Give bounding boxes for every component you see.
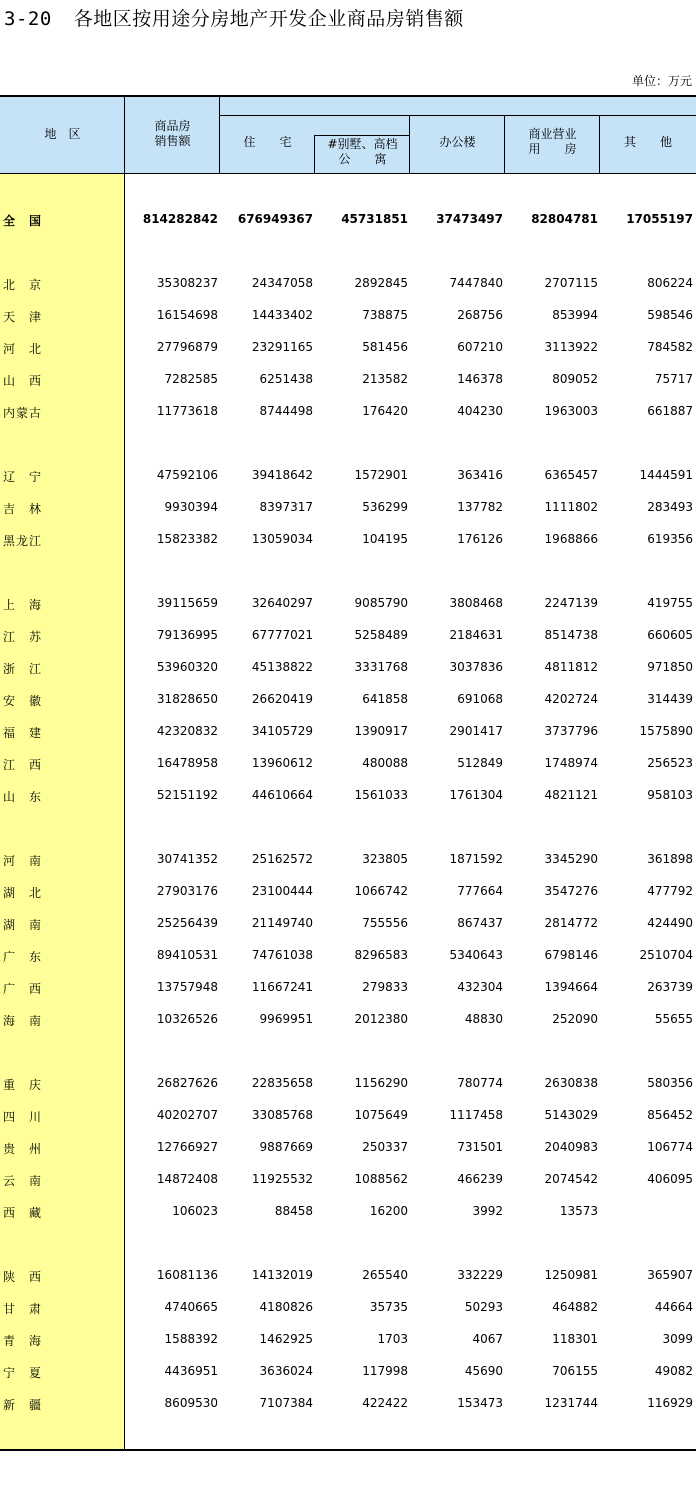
- region-name: 山 西: [3, 374, 43, 388]
- region-name: 河 北: [3, 342, 43, 356]
- total-sales-cell: 27796879: [156, 340, 218, 354]
- commercial-sales-cell: 1968866: [544, 532, 598, 546]
- villa-sales-cell: 738875: [362, 308, 408, 322]
- commercial-sales-cell: 1963003: [544, 404, 598, 418]
- table-row: [0, 1010, 696, 1030]
- other-sales-cell: 406095: [647, 1172, 693, 1186]
- office-sales-cell: 153473: [457, 1396, 503, 1410]
- office-sales-cell: 466239: [457, 1172, 503, 1186]
- other-sales-cell: 784582: [647, 340, 693, 354]
- region-name: 山 东: [3, 790, 43, 804]
- housing-sales-cell: 9887669: [259, 1140, 313, 1154]
- table-row: [0, 370, 696, 390]
- other-sales-cell: 256523: [647, 756, 693, 770]
- villa-sales-cell: 641858: [362, 692, 408, 706]
- region-name: 陕 西: [3, 1270, 43, 1284]
- office-sales-cell: 867437: [457, 916, 503, 930]
- total-sales-cell: 4436951: [164, 1364, 218, 1378]
- other-sales-cell: 116929: [647, 1396, 693, 1410]
- commercial-sales-cell: 5143029: [544, 1108, 598, 1122]
- villa-sales-cell: 3331768: [354, 660, 408, 674]
- region-name: 甘 肃: [3, 1302, 43, 1316]
- commercial-sales-cell: 8514738: [544, 628, 598, 642]
- office-sales-cell: 176126: [457, 532, 503, 546]
- table-row: [0, 306, 696, 326]
- total-sales-cell: 9930394: [164, 500, 218, 514]
- total-sales-cell: 15823382: [156, 532, 218, 546]
- villa-sales-cell: 1066742: [354, 884, 408, 898]
- villa-sales-cell: 9085790: [354, 596, 408, 610]
- other-sales-cell: 49082: [654, 1364, 693, 1378]
- housing-sales-cell: 4180826: [259, 1300, 313, 1314]
- total-sales-cell: 26827626: [156, 1076, 218, 1090]
- table-row: [0, 498, 696, 518]
- villa-sales-cell: 1390917: [354, 724, 408, 738]
- table-row: [0, 754, 696, 774]
- villa-sales-cell: 45731851: [341, 212, 408, 226]
- commercial-sales-cell: 4202724: [544, 692, 598, 706]
- table-row: [0, 402, 696, 422]
- commercial-sales-cell: 2074542: [544, 1172, 598, 1186]
- header-subrule: [219, 115, 696, 116]
- office-sales-cell: 691068: [457, 692, 503, 706]
- region-name: 天 津: [3, 310, 43, 324]
- header-subrule: [314, 135, 410, 136]
- total-sales-cell: 16081136: [156, 1268, 218, 1282]
- region-name: 贵 州: [3, 1142, 43, 1156]
- header-divider: [314, 135, 315, 173]
- commercial-sales-cell: 82804781: [531, 212, 598, 226]
- region-name: 吉 林: [3, 502, 43, 516]
- other-sales-cell: 580356: [647, 1076, 693, 1090]
- office-sales-cell: 3992: [472, 1204, 503, 1218]
- region-name: 江 苏: [3, 630, 43, 644]
- total-sales-cell: 4740665: [164, 1300, 218, 1314]
- other-sales-cell: 55655: [654, 1012, 693, 1026]
- villa-sales-cell: 250337: [362, 1140, 408, 1154]
- other-sales-cell: 477792: [647, 884, 693, 898]
- commercial-sales-cell: 706155: [552, 1364, 598, 1378]
- housing-sales-cell: 44610664: [251, 788, 313, 802]
- total-sales-cell: 10326526: [156, 1012, 218, 1026]
- table-row: [0, 1330, 696, 1350]
- table-row: [0, 1362, 696, 1382]
- region-name: 重 庆: [3, 1078, 43, 1092]
- other-sales-cell: 75717: [654, 372, 693, 386]
- office-sales-cell: 137782: [457, 500, 503, 514]
- table-row: [0, 946, 696, 966]
- villa-sales-cell: 213582: [362, 372, 408, 386]
- header-other: 其 他: [623, 135, 672, 149]
- commercial-sales-cell: 2040983: [544, 1140, 598, 1154]
- region-name: 辽 宁: [3, 470, 43, 484]
- table-row: [0, 1202, 696, 1222]
- header-region: 地 区: [44, 127, 81, 141]
- other-sales-cell: 263739: [647, 980, 693, 994]
- table-row: [0, 882, 696, 902]
- table-row: [0, 466, 696, 486]
- villa-sales-cell: 422422: [362, 1396, 408, 1410]
- commercial-sales-cell: 6365457: [544, 468, 598, 482]
- housing-sales-cell: 11925532: [251, 1172, 313, 1186]
- commercial-sales-cell: 2247139: [544, 596, 598, 610]
- region-name: 西 藏: [3, 1206, 43, 1220]
- region-name: 广 西: [3, 982, 43, 996]
- other-sales-cell: 106774: [647, 1140, 693, 1154]
- other-sales-cell: 1444591: [639, 468, 693, 482]
- office-sales-cell: 1761304: [449, 788, 503, 802]
- villa-sales-cell: 1561033: [354, 788, 408, 802]
- villa-sales-cell: 1075649: [354, 1108, 408, 1122]
- villa-sales-cell: 176420: [362, 404, 408, 418]
- region-name: 海 南: [3, 1014, 43, 1028]
- villa-sales-cell: 265540: [362, 1268, 408, 1282]
- villa-sales-cell: 755556: [362, 916, 408, 930]
- office-sales-cell: 146378: [457, 372, 503, 386]
- office-sales-cell: 268756: [457, 308, 503, 322]
- header-commercial: 商业营业 用 房: [528, 127, 577, 156]
- total-sales-cell: 30741352: [156, 852, 218, 866]
- other-sales-cell: 424490: [647, 916, 693, 930]
- other-sales-cell: 661887: [647, 404, 693, 418]
- other-sales-cell: 3099: [662, 1332, 693, 1346]
- header-divider: [219, 97, 220, 173]
- region-name: 上 海: [3, 598, 43, 612]
- table-row: [0, 1106, 696, 1126]
- villa-sales-cell: 2012380: [354, 1012, 408, 1026]
- other-sales-cell: 17055197: [626, 212, 693, 226]
- office-sales-cell: 2901417: [449, 724, 503, 738]
- villa-sales-cell: 581456: [362, 340, 408, 354]
- office-sales-cell: 512849: [457, 756, 503, 770]
- commercial-sales-cell: 464882: [552, 1300, 598, 1314]
- region-name: 北 京: [3, 278, 43, 292]
- commercial-sales-cell: 6798146: [544, 948, 598, 962]
- region-name: 江 西: [3, 758, 43, 772]
- housing-sales-cell: 45138822: [251, 660, 313, 674]
- office-sales-cell: 45690: [464, 1364, 503, 1378]
- housing-sales-cell: 67777021: [251, 628, 313, 642]
- housing-sales-cell: 11667241: [251, 980, 313, 994]
- total-sales-cell: 27903176: [156, 884, 218, 898]
- total-sales-cell: 40202707: [156, 1108, 218, 1122]
- region-name: 浙 江: [3, 662, 43, 676]
- other-sales-cell: 806224: [647, 276, 693, 290]
- region-name: 福 建: [3, 726, 43, 740]
- housing-sales-cell: 23100444: [251, 884, 313, 898]
- table-row: [0, 914, 696, 934]
- villa-sales-cell: 117998: [362, 1364, 408, 1378]
- header-divider: [409, 115, 410, 173]
- bottom-rule: [0, 1449, 696, 1451]
- villa-sales-cell: 536299: [362, 500, 408, 514]
- region-name: 云 南: [3, 1174, 43, 1188]
- office-sales-cell: 1871592: [449, 852, 503, 866]
- region-name: 青 海: [3, 1334, 43, 1348]
- total-sales-cell: 7282585: [164, 372, 218, 386]
- commercial-sales-cell: 1231744: [544, 1396, 598, 1410]
- header-housing: 住 宅: [243, 135, 292, 149]
- table-row: [0, 978, 696, 998]
- region-name: 全 国: [3, 214, 43, 228]
- villa-sales-cell: 279833: [362, 980, 408, 994]
- commercial-sales-cell: 1748974: [544, 756, 598, 770]
- total-sales-cell: 16154698: [156, 308, 218, 322]
- commercial-sales-cell: 3113922: [544, 340, 598, 354]
- housing-sales-cell: 88458: [274, 1204, 313, 1218]
- commercial-sales-cell: 2707115: [544, 276, 598, 290]
- unit-label: 单位：万元: [631, 74, 692, 88]
- housing-sales-cell: 8744498: [259, 404, 313, 418]
- table-row: [0, 594, 696, 614]
- office-sales-cell: 607210: [457, 340, 503, 354]
- table-row: [0, 1138, 696, 1158]
- other-sales-cell: 2510704: [639, 948, 693, 962]
- other-sales-cell: 958103: [647, 788, 693, 802]
- region-column-background: [0, 174, 125, 1450]
- commercial-sales-cell: 2630838: [544, 1076, 598, 1090]
- total-sales-cell: 1588392: [164, 1332, 218, 1346]
- total-sales-cell: 12766927: [156, 1140, 218, 1154]
- villa-sales-cell: 323805: [362, 852, 408, 866]
- commercial-sales-cell: 853994: [552, 308, 598, 322]
- housing-sales-cell: 13960612: [251, 756, 313, 770]
- office-sales-cell: 777664: [457, 884, 503, 898]
- villa-sales-cell: 35735: [369, 1300, 408, 1314]
- villa-sales-cell: 104195: [362, 532, 408, 546]
- housing-sales-cell: 25162572: [251, 852, 313, 866]
- housing-sales-cell: 8397317: [259, 500, 313, 514]
- commercial-sales-cell: 118301: [552, 1332, 598, 1346]
- office-sales-cell: 4067: [472, 1332, 503, 1346]
- other-sales-cell: 283493: [647, 500, 693, 514]
- total-sales-cell: 42320832: [156, 724, 218, 738]
- office-sales-cell: 3037836: [449, 660, 503, 674]
- table-row: [0, 1266, 696, 1286]
- region-name: 湖 北: [3, 886, 43, 900]
- commercial-sales-cell: 252090: [552, 1012, 598, 1026]
- office-sales-cell: 780774: [457, 1076, 503, 1090]
- total-sales-cell: 35308237: [156, 276, 218, 290]
- table-row: [0, 338, 696, 358]
- other-sales-cell: 598546: [647, 308, 693, 322]
- housing-sales-cell: 21149740: [251, 916, 313, 930]
- region-name: 河 南: [3, 854, 43, 868]
- office-sales-cell: 404230: [457, 404, 503, 418]
- commercial-sales-cell: 1111802: [544, 500, 598, 514]
- office-sales-cell: 432304: [457, 980, 503, 994]
- total-sales-cell: 13757948: [156, 980, 218, 994]
- housing-sales-cell: 34105729: [251, 724, 313, 738]
- housing-sales-cell: 14132019: [251, 1268, 313, 1282]
- other-sales-cell: 971850: [647, 660, 693, 674]
- commercial-sales-cell: 3345290: [544, 852, 598, 866]
- total-sales-cell: 16478958: [156, 756, 218, 770]
- other-sales-cell: 856452: [647, 1108, 693, 1122]
- other-sales-cell: 314439: [647, 692, 693, 706]
- table-row: [0, 722, 696, 742]
- page-title: [4, 4, 464, 31]
- table-row: [0, 530, 696, 550]
- header-villa: #别墅、高档 公 寓: [327, 137, 398, 166]
- housing-sales-cell: 33085768: [251, 1108, 313, 1122]
- housing-sales-cell: 3636024: [259, 1364, 313, 1378]
- villa-sales-cell: 480088: [362, 756, 408, 770]
- office-sales-cell: 1117458: [449, 1108, 503, 1122]
- region-name: 四 川: [3, 1110, 43, 1124]
- region-name: 广 东: [3, 950, 43, 964]
- office-sales-cell: 5340643: [449, 948, 503, 962]
- total-sales-cell: 89410531: [156, 948, 218, 962]
- other-sales-cell: 660605: [647, 628, 693, 642]
- housing-sales-cell: 676949367: [237, 212, 313, 226]
- header-divider: [599, 115, 600, 173]
- housing-sales-cell: 9969951: [259, 1012, 313, 1026]
- other-sales-cell: 361898: [647, 852, 693, 866]
- housing-sales-cell: 6251438: [259, 372, 313, 386]
- office-sales-cell: 731501: [457, 1140, 503, 1154]
- other-sales-cell: 619356: [647, 532, 693, 546]
- other-sales-cell: 365907: [647, 1268, 693, 1282]
- office-sales-cell: 3808468: [449, 596, 503, 610]
- office-sales-cell: 2184631: [449, 628, 503, 642]
- commercial-sales-cell: 3547276: [544, 884, 598, 898]
- total-sales-cell: 79136995: [156, 628, 218, 642]
- region-name: 安 徽: [3, 694, 43, 708]
- total-sales-cell: 11773618: [156, 404, 218, 418]
- housing-sales-cell: 39418642: [251, 468, 313, 482]
- region-name: 新 疆: [3, 1398, 43, 1412]
- header-total: 商品房 销售额: [154, 119, 191, 148]
- office-sales-cell: 50293: [464, 1300, 503, 1314]
- table-row: [0, 786, 696, 806]
- table-row: [0, 690, 696, 710]
- villa-sales-cell: 1088562: [354, 1172, 408, 1186]
- office-sales-cell: 332229: [457, 1268, 503, 1282]
- other-sales-cell: 419755: [647, 596, 693, 610]
- table-row: [0, 850, 696, 870]
- table-row: [0, 658, 696, 678]
- table-row: [0, 626, 696, 646]
- commercial-sales-cell: 1394664: [544, 980, 598, 994]
- table-row: [0, 1298, 696, 1318]
- total-sales-cell: 53960320: [156, 660, 218, 674]
- total-sales-cell: 39115659: [156, 596, 218, 610]
- total-sales-cell: 52151192: [156, 788, 218, 802]
- other-sales-cell: 44664: [654, 1300, 693, 1314]
- villa-sales-cell: 5258489: [354, 628, 408, 642]
- total-sales-cell: 14872408: [156, 1172, 218, 1186]
- housing-sales-cell: 14433402: [251, 308, 313, 322]
- housing-sales-cell: 32640297: [251, 596, 313, 610]
- region-name: 湖 南: [3, 918, 43, 932]
- villa-sales-cell: 16200: [369, 1204, 408, 1218]
- villa-sales-cell: 8296583: [354, 948, 408, 962]
- table-row: [0, 210, 696, 230]
- commercial-sales-cell: 809052: [552, 372, 598, 386]
- office-sales-cell: 7447840: [449, 276, 503, 290]
- commercial-sales-cell: 4821121: [544, 788, 598, 802]
- office-sales-cell: 363416: [457, 468, 503, 482]
- housing-sales-cell: 23291165: [251, 340, 313, 354]
- table-title: 各地区按用途分房地产开发企业商品房销售额: [73, 8, 464, 30]
- villa-sales-cell: 2892845: [354, 276, 408, 290]
- total-sales-cell: 25256439: [156, 916, 218, 930]
- region-name: 黑龙江: [3, 534, 43, 548]
- total-sales-cell: 106023: [172, 1204, 218, 1218]
- commercial-sales-cell: 4811812: [544, 660, 598, 674]
- region-name: 宁 夏: [3, 1366, 43, 1380]
- table-row: [0, 1394, 696, 1414]
- office-sales-cell: 48830: [464, 1012, 503, 1026]
- housing-sales-cell: 13059034: [251, 532, 313, 546]
- villa-sales-cell: 1703: [377, 1332, 408, 1346]
- commercial-sales-cell: 13573: [559, 1204, 598, 1218]
- total-sales-cell: 814282842: [142, 212, 218, 226]
- total-sales-cell: 31828650: [156, 692, 218, 706]
- header-office: 办公楼: [439, 135, 476, 149]
- commercial-sales-cell: 1250981: [544, 1268, 598, 1282]
- housing-sales-cell: 22835658: [251, 1076, 313, 1090]
- table-row: [0, 1170, 696, 1190]
- villa-sales-cell: 1572901: [354, 468, 408, 482]
- total-sales-cell: 8609530: [164, 1396, 218, 1410]
- total-sales-cell: 47592106: [156, 468, 218, 482]
- office-sales-cell: 37473497: [436, 212, 503, 226]
- housing-sales-cell: 26620419: [251, 692, 313, 706]
- villa-sales-cell: 1156290: [354, 1076, 408, 1090]
- commercial-sales-cell: 3737796: [544, 724, 598, 738]
- other-sales-cell: 1575890: [639, 724, 693, 738]
- region-name: 内蒙古: [3, 406, 43, 420]
- table-number: 3-20: [4, 8, 52, 30]
- housing-sales-cell: 7107384: [259, 1396, 313, 1410]
- housing-sales-cell: 74761038: [251, 948, 313, 962]
- table-row: [0, 1074, 696, 1094]
- housing-sales-cell: 1462925: [259, 1332, 313, 1346]
- header-divider: [504, 115, 505, 173]
- table-row: [0, 274, 696, 294]
- table-header: [0, 97, 696, 174]
- housing-sales-cell: 24347058: [251, 276, 313, 290]
- commercial-sales-cell: 2814772: [544, 916, 598, 930]
